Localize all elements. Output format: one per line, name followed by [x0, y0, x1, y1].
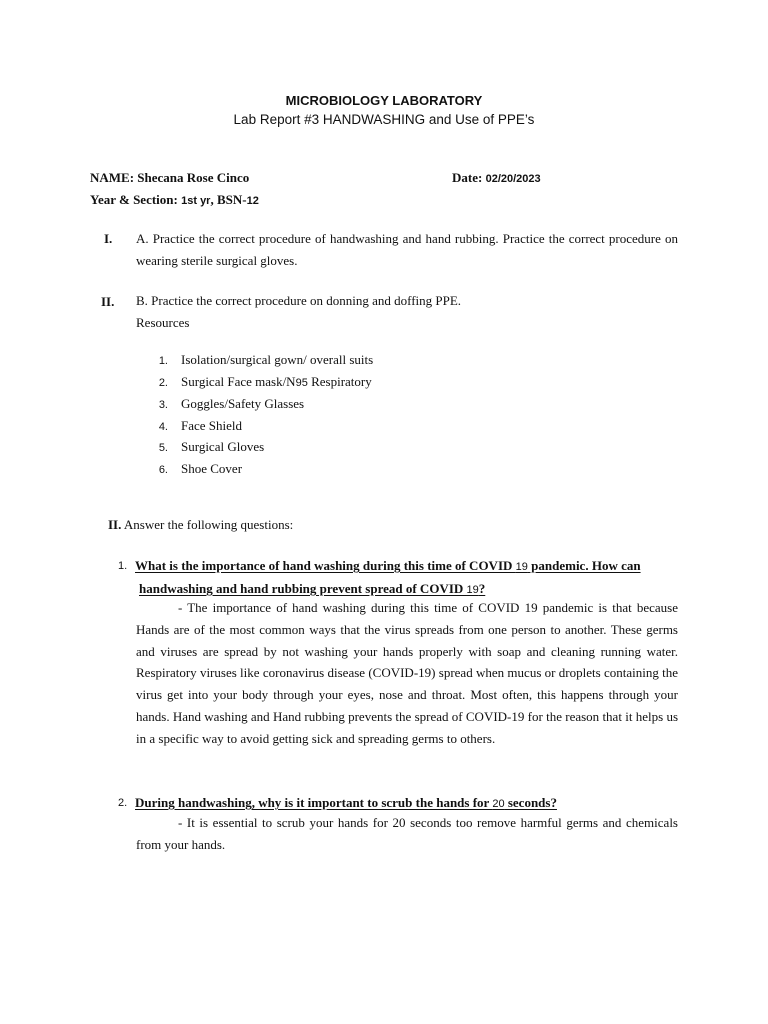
questions-section-heading — [108, 517, 293, 533]
page-subtitle: Lab Report #3 HANDWASHING and Use of PPE’s — [233, 112, 535, 127]
date-label: Date: — [452, 170, 483, 185]
name-line — [90, 170, 249, 186]
year-section-line — [90, 192, 259, 208]
section-prefix: , BSN- — [210, 192, 247, 207]
objective-2-text: B. Practice the correct procedure on donning and doffing PPE. — [136, 293, 462, 308]
objective-1-numeral: I. — [104, 231, 113, 246]
answer-1-text: - The importance of hand washing during this time of COVID 19 pandemic is that because Hands are of the most common ways that the virus spreads from one person to another. These germs and viruses are spread by not washing your hands properly with soap and cleaning running water. Respiratory viruses like coronavirus disease (COVID-19) spread when mucus or droplets containing the virus get into your body through your eyes, nose and throat. Most often, this happens through your hands. Hand washing and Hand rubbing prevents the spread of COVID-19 for the reason that it helps us in a specific way to avoid getting sick and spreading germs to others. — [136, 600, 678, 746]
questions-label: Answer the following questions: — [123, 517, 294, 532]
question-2-text: During handwashing, why is it important to scrub the hands for 20 seconds? — [135, 795, 557, 810]
answer-2-text: - It is essential to scrub your hands for 20 seconds too remove harmful germs and chemicals from your hands. — [136, 815, 678, 852]
question-2-number: 2. — [118, 797, 128, 809]
questions-numeral: II. — [108, 517, 122, 532]
date-line — [452, 170, 541, 186]
objective-2-numeral: II. — [101, 294, 115, 309]
name-value: Shecana Rose Cinco — [137, 170, 250, 185]
resources-label: Resources — [136, 315, 190, 330]
year-label: Year & Section: — [90, 192, 178, 207]
question-1-text: What is the importance of hand washing during this time of COVID 19 pandemic. How can handwashing and hand rubbing prevent spread of COVID 19? — [135, 558, 641, 596]
objective-1-text: A. Practice the correct procedure of handwashing and hand rubbing. Practice the correct procedure on wearing sterile surgical gloves. — [136, 231, 678, 268]
date-value: 02/20/2023 — [485, 173, 541, 185]
question-1-number: 1. — [118, 560, 128, 572]
document-page: MICROBIOLOGY LABORATORY Lab Report #3 HANDWASHING and Use of PPE’s NAME: Shecana Rose Cinco Date: 02/20/2023 Year & Section: 1st yr, BSN-12 I. A. Practice the correct procedure of handwashing and hand rubbing. Practice the correct procedure on wearing sterile surgical gloves. II. B. Practice the correct procedure on donning and doffing PPE. Resources 1. Isolation/surgical gown/ overall suits 2. Surgical Face mask/N95 Respiratory 3. Goggles/Safety Glasses 4. Face Shield 5. Surgical Gloves 6. Shoe Cover II. Answer the following questions: 1. What is the importance of hand washing during this time of COVID 19 pandemic. How can handwashing and hand rubbing prevent spread of COVID 19? - The importance of hand washing during this time of COVID 19 pandemic is that because Hands are of the most common ways that the virus spreads from one person to another. These germs and viruses are spread by not washing your hands properly with soap and cleaning running water. Respiratory viruses like coronavirus disease (COVID-19) spread when mucus or droplets containing the virus get into your body through your eyes, nose and throat. Most often, this happens through your hands. Hand washing and Hand rubbing prevents the spread of COVID-19 for the reason that it helps us in a specific way to avoid getting sick and spreading germs to others. 2. During handwashing, why is it important to scrub the hands for 20 seconds? - It is essential to scrub your hands for 20 seconds too remove harmful germs and chemicals from your hands. — [0, 0, 768, 1024]
section-number: 12 — [246, 195, 259, 207]
page-title: MICROBIOLOGY LABORATORY — [285, 93, 483, 108]
name-label: NAME: — [90, 170, 135, 185]
year-value: 1st yr — [181, 195, 211, 207]
